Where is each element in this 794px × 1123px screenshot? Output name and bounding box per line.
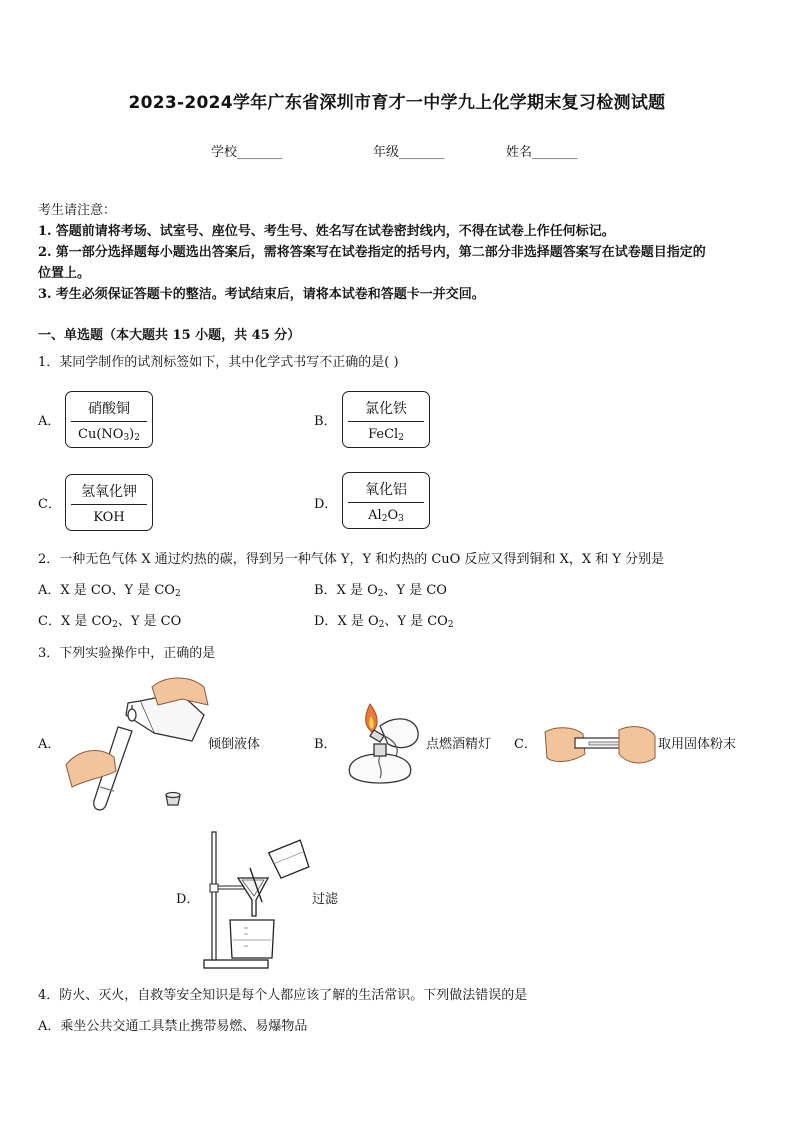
- grade-field[interactable]: 年级_______: [373, 145, 445, 160]
- pour-liquid-illustration: [62, 675, 212, 815]
- section-heading: 一、单选题（本大题共 15 小题，共 45 分）: [38, 328, 301, 343]
- alcohol-lamp-illustration: [340, 696, 422, 796]
- filtration-illustration: [200, 828, 310, 973]
- q1-option-a-letter[interactable]: A．: [38, 414, 61, 429]
- reagent-formula: $Al_2O_3$: [368, 508, 404, 524]
- notice-item-text: 位置上。: [38, 266, 91, 281]
- reagent-name: 硝酸铜: [88, 401, 130, 417]
- notice-item-2: [38, 243, 706, 263]
- label-divider: [348, 502, 424, 503]
- reagent-formula: $Cu(NO_3)_2$: [78, 427, 140, 443]
- q3-option-d-letter[interactable]: D．: [176, 892, 200, 907]
- q3-option-d-caption: 过滤: [312, 892, 339, 907]
- reagent-name: 氧化铝: [365, 482, 407, 498]
- q3-option-c-caption: 取用固体粉末: [658, 737, 737, 752]
- school-field[interactable]: 学校_______: [211, 145, 283, 160]
- q1-option-b-label[interactable]: [342, 391, 430, 448]
- notice-item-text: 答题前请将考场、试室号、座位号、考生号、姓名写在试卷密封线内，不得在试卷上作任何标记。: [55, 224, 615, 239]
- q1-option-a-label[interactable]: [65, 391, 153, 448]
- notice-item-2-cont: [38, 264, 90, 284]
- notice-item-num: 2.: [38, 245, 52, 260]
- reagent-formula: FeCl$_2$: [368, 427, 404, 443]
- question-1-stem: 1．某同学制作的试剂标签如下，其中化学式书写不正确的是( ): [38, 355, 399, 370]
- label-divider: [71, 421, 147, 422]
- question-2-stem: 2．一种无色气体 X 通过灼热的碳，得到另一种气体 Y，Y 和灼热的 CuO 反应又得到铜和 X，X 和 Y 分别是: [38, 552, 665, 567]
- reagent-formula: KOH: [93, 510, 125, 525]
- notice-item-num: 1.: [38, 224, 52, 239]
- question-4-stem: 4．防火、灭火，自救等安全知识是每个人都应该了解的生活常识。下列做法错误的是: [38, 988, 528, 1003]
- reagent-name: 氯化铁: [365, 401, 407, 417]
- q2-option-a[interactable]: A．X 是 CO、Y 是 $CO_2$: [38, 583, 181, 599]
- notice-item-3: [38, 285, 485, 305]
- q1-option-b-letter[interactable]: B．: [314, 414, 337, 429]
- label-divider: [348, 421, 424, 422]
- notice-item-1: [38, 222, 615, 242]
- q3-option-b-caption: 点燃酒精灯: [426, 737, 492, 752]
- question-3-stem: 3．下列实验操作中，正确的是: [38, 646, 216, 661]
- notice-item-text: 考生必须保证答题卡的整洁。考试结束后，请将本试卷和答题卡一并交回。: [55, 287, 485, 302]
- q3-option-b-letter[interactable]: B．: [314, 737, 337, 752]
- q2-option-c[interactable]: C．X 是 $CO_2$、Y 是 CO: [38, 614, 182, 630]
- page-title: 2023-2024学年广东省深圳市育才一中学九上化学期末复习检测试题: [128, 93, 666, 113]
- q4-option-a[interactable]: A．乘坐公共交通工具禁止携带易燃、易爆物品: [38, 1019, 308, 1034]
- q1-option-d-letter[interactable]: D．: [314, 497, 338, 512]
- label-divider: [71, 504, 147, 505]
- q3-option-a-caption: 倾倒液体: [208, 737, 261, 752]
- q1-option-d-label[interactable]: [342, 472, 430, 529]
- reagent-name: 氢氧化钾: [81, 484, 137, 500]
- notice-item-text: 第一部分选择题每小题选出答案后，需将答案写在试卷指定的括号内，第二部分非选择题答案写在试卷题目指定的: [55, 245, 706, 260]
- notice-item-num: 3.: [38, 287, 52, 302]
- q1-option-c-label[interactable]: [65, 474, 153, 531]
- student-info: [0, 141, 794, 161]
- name-field[interactable]: 姓名_______: [506, 145, 578, 160]
- solid-powder-illustration: [545, 724, 657, 768]
- q2-option-b[interactable]: B．X 是 $O_2$、Y 是 CO: [314, 583, 447, 599]
- notice-heading: 考生请注意：: [38, 203, 117, 218]
- q3-option-a-letter[interactable]: A．: [38, 737, 61, 752]
- q2-option-d[interactable]: D．X 是 $O_2$、Y 是 $CO_2$: [314, 614, 454, 630]
- q3-option-c-letter[interactable]: C．: [514, 737, 537, 752]
- q1-option-c-letter[interactable]: C．: [38, 497, 61, 512]
